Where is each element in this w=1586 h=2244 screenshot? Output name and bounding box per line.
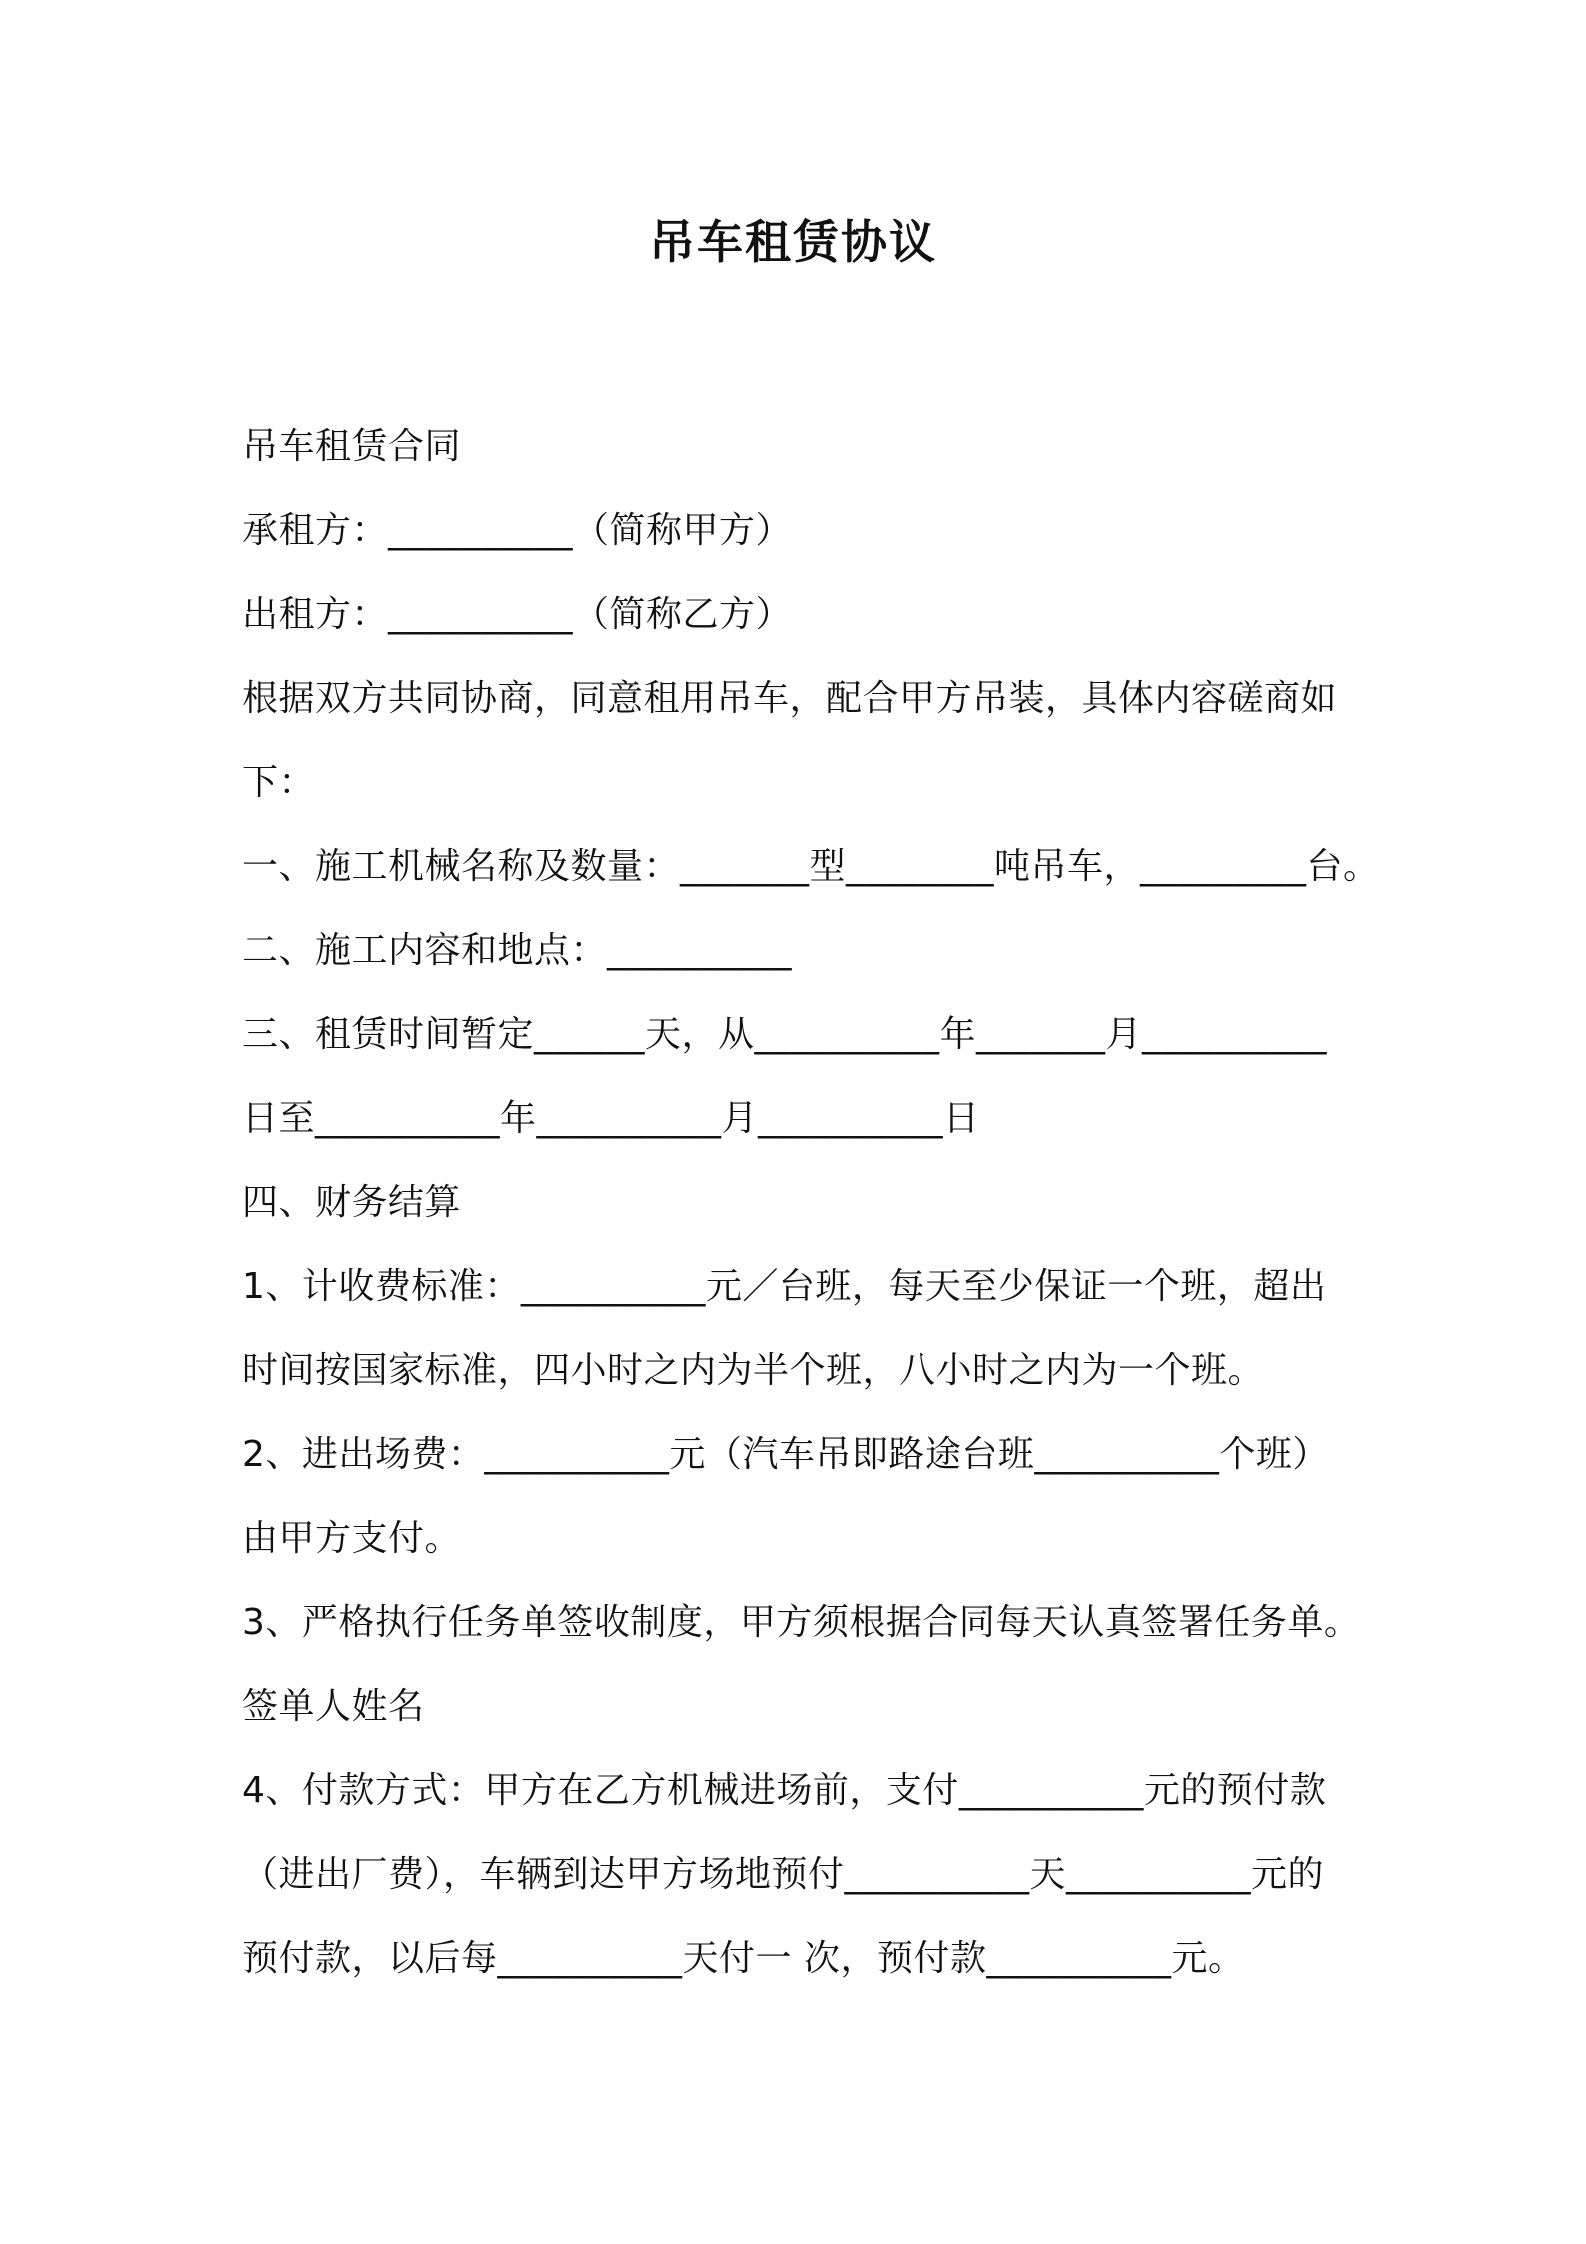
item-2-entry-fee-cont: 由甲方支付。 xyxy=(242,1518,462,1559)
preamble-line-cont: 下： xyxy=(242,762,316,803)
document-body xyxy=(242,405,1380,2001)
item-4-payment-cont-2: 预付款，以后每__________天付一 次，预付款__________元。 xyxy=(242,1938,1245,1979)
item-1-fee-standard-cont: 时间按国家标准，四小时之内为半个班，八小时之内为一个班。 xyxy=(242,1350,1265,1391)
item-1-fee-standard: 1、计收费标准：__________元／台班，每天至少保证一个班，超出 xyxy=(242,1266,1327,1307)
lessor-line: 出租方：__________（简称乙方） xyxy=(242,594,793,635)
item-4-payment-cont: （进出厂费），车辆到达甲方场地预付__________天__________元的 xyxy=(242,1854,1325,1895)
document-title: 吊车租赁协议 xyxy=(649,215,937,269)
contract-heading: 吊车租赁合同 xyxy=(242,426,462,467)
clause-3-period-cont: 日至__________年__________月__________日 xyxy=(242,1098,980,1139)
item-2-entry-fee: 2、进出场费：__________元（汽车吊即路途台班__________个班） xyxy=(242,1434,1329,1475)
item-3-signer: 签单人姓名 xyxy=(242,1686,425,1727)
clause-4-heading: 四、财务结算 xyxy=(242,1182,462,1223)
item-3-task-order: 3、严格执行任务单签收制度，甲方须根据合同每天认真签署任务单。 xyxy=(242,1602,1361,1643)
clause-2-location: 二、施工内容和地点：__________ xyxy=(242,930,793,971)
preamble-line: 根据双方共同协商，同意租用吊车，配合甲方吊装，具体内容磋商如 xyxy=(242,678,1338,719)
clause-3-period: 三、租赁时间暂定______天，从__________年_______月__________ xyxy=(242,1014,1328,1055)
item-4-payment: 4、付款方式：甲方在乙方机械进场前，支付__________元的预付款 xyxy=(242,1770,1327,1811)
clause-1-machinery: 一、施工机械名称及数量：_______型________吨吊车，_________台。 xyxy=(242,846,1380,887)
lessee-line: 承租方：__________（简称甲方） xyxy=(242,510,793,551)
